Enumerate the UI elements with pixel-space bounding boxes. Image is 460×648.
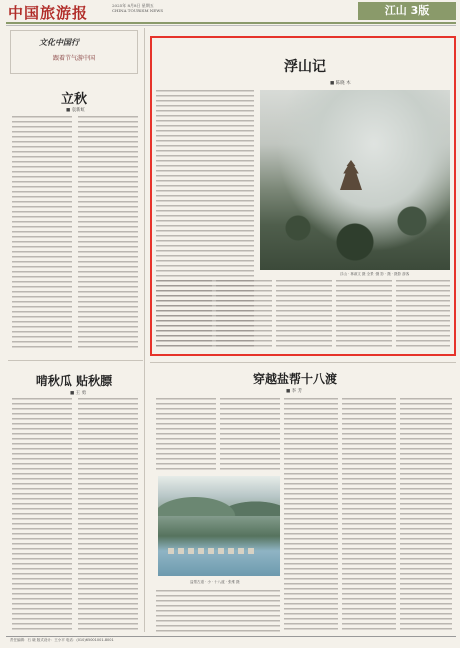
header-date: 2025年 8月8日 星期五 <box>112 3 154 8</box>
masthead: 中国旅游报 <box>8 4 89 22</box>
text-block <box>400 398 452 632</box>
article-title-fushanji: 浮山记 <box>284 59 326 75</box>
text-block <box>12 116 72 348</box>
column-banner <box>10 30 138 74</box>
author-fushanji: ■ 陈晓 木 <box>330 81 351 86</box>
text-block <box>216 280 272 350</box>
banner-title: 文化中国行 <box>39 37 79 47</box>
text-block <box>156 280 212 350</box>
photo-yanbang <box>158 476 280 576</box>
text-block <box>276 280 332 350</box>
article-title-chuanyue: 穿越盐帮十八渡 <box>252 372 337 386</box>
text-block <box>336 280 392 350</box>
section-label: 江山 3版 <box>358 2 456 20</box>
text-block <box>78 116 138 348</box>
column-rule <box>144 28 145 632</box>
text-block <box>78 398 138 630</box>
author-xiqiugua: ■ 王 勇 <box>70 391 87 396</box>
photo-fushan <box>260 90 450 270</box>
stepping-stones <box>168 548 258 554</box>
footer-rule <box>6 636 456 637</box>
banner-subtitle: 跟着节气游中国 <box>52 55 95 62</box>
text-block <box>284 398 338 632</box>
divider <box>150 362 456 363</box>
header-rule-thin <box>6 25 456 26</box>
caption-yanbang: 盐帮古道 · 小 · 十八渡 · 张维 摄 <box>190 580 240 584</box>
caption-fushan: 浮山 · 林淑文 摄 全景 ·摄 影 · 摄 · 摄影 游客 <box>340 272 410 276</box>
author-chuanyue: ■ 李 芳 <box>286 389 303 394</box>
text-block <box>156 590 280 632</box>
article-title-liqiu: 立秋 <box>60 92 87 107</box>
header-english: CHINA TOURISM NEWS <box>112 8 164 13</box>
text-block <box>396 280 450 350</box>
text-block <box>342 398 396 632</box>
text-block <box>156 398 216 472</box>
tree-canopy <box>260 200 450 270</box>
divider <box>8 360 143 361</box>
article-title-xiqiugua: 啃秋瓜 贴秋膘 <box>35 374 113 388</box>
header-meta <box>112 3 232 13</box>
author-liqiu: ■ 袁新虹 <box>66 108 86 113</box>
text-block <box>12 398 72 630</box>
mountains <box>158 476 280 516</box>
footer-text: 责任编辑：石 晓 版式设计：王小平 电话：(010)65001001-8001 <box>10 638 114 642</box>
header-rule <box>6 22 456 24</box>
text-block <box>220 398 280 472</box>
pagoda-shape <box>340 160 362 190</box>
